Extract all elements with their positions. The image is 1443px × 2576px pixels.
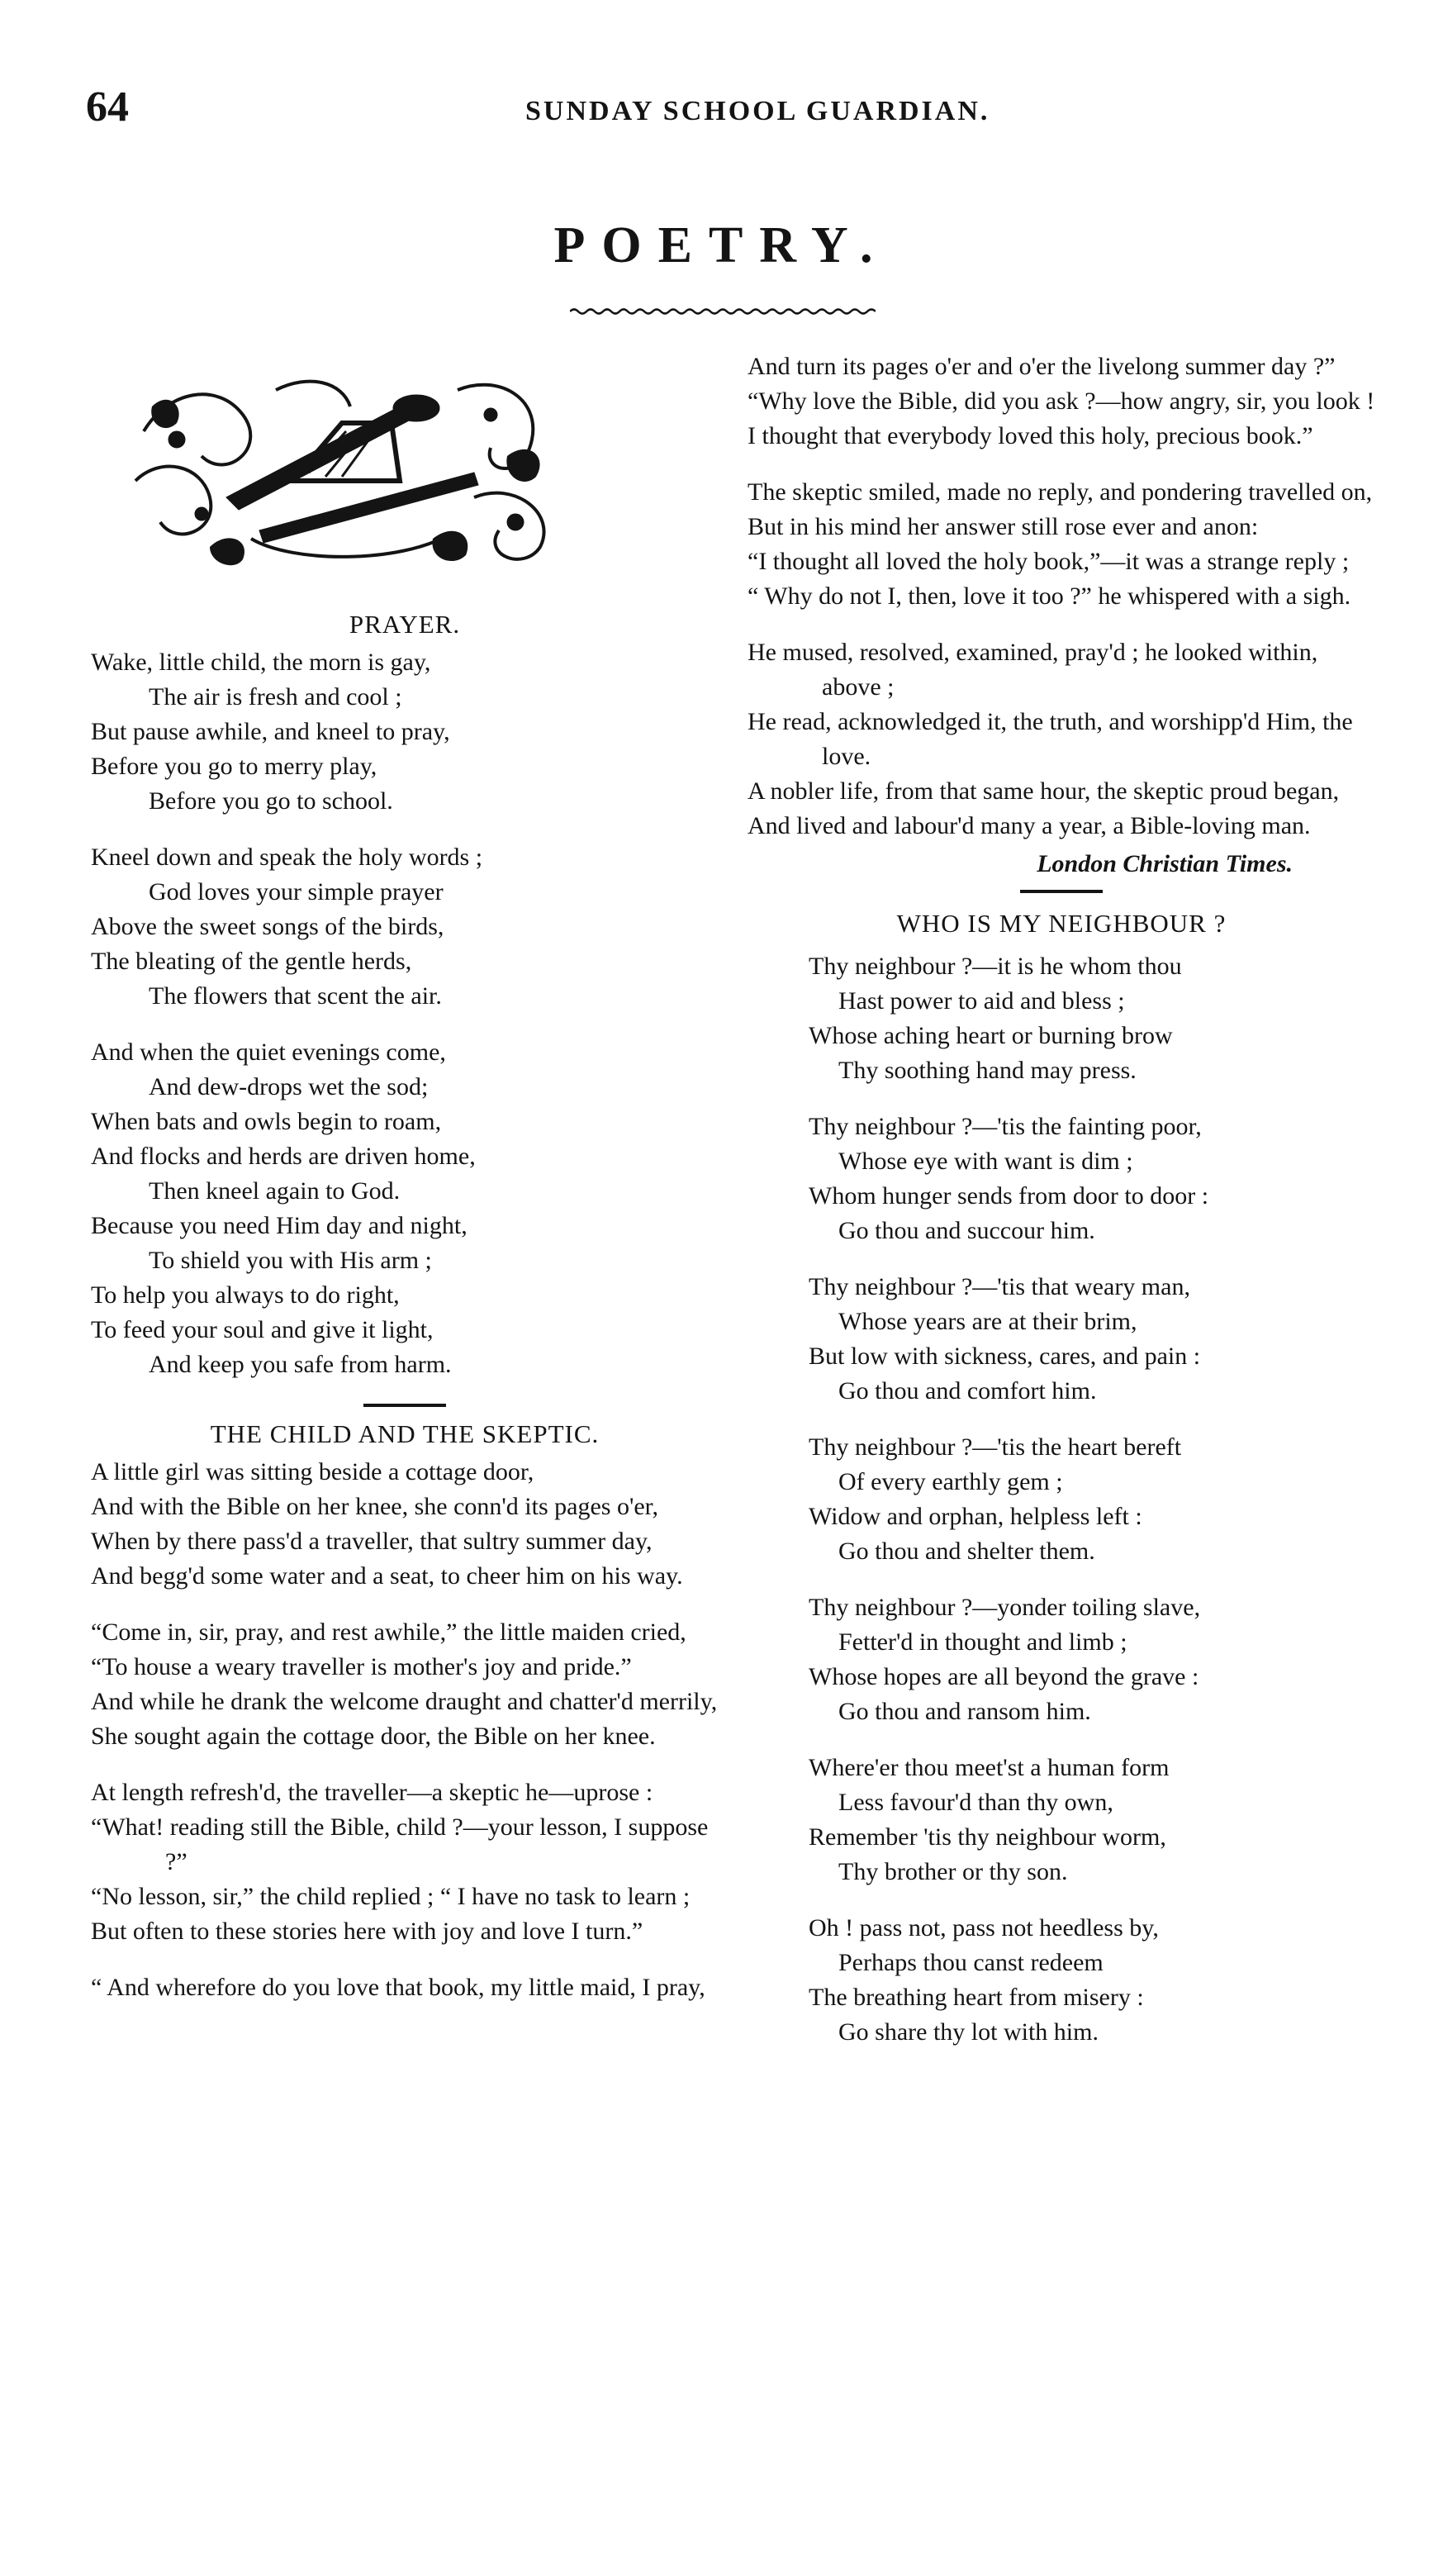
verse-line: I thought that everybody loved this holy, precious book.” — [748, 422, 1313, 449]
verse-line: The skeptic smiled, made no reply, and pondering travelled on, — [748, 478, 1373, 506]
verse-line: Thy soothing hand may press. — [838, 1057, 1137, 1084]
neighbour-stanza-7 — [748, 1911, 1375, 2050]
verse-line: Less favour'd than thy own, — [838, 1789, 1113, 1816]
verse-line: And lived and labour'd many a year, a Bible-loving man. — [748, 812, 1311, 839]
verse-line: “Come in, sir, pray, and rest awhile,” the little maiden cried, — [91, 1618, 686, 1646]
verse-line: The air is fresh and cool ; — [149, 683, 402, 711]
verse-line: The breathing heart from misery : — [809, 1984, 1144, 2011]
verse-line: Go thou and ransom him. — [838, 1698, 1091, 1725]
verse-line: But low with sickness, cares, and pain : — [809, 1343, 1201, 1370]
verse-line: Widow and orphan, helpless left : — [809, 1503, 1142, 1530]
verse-line: “ And wherefore do you love that book, my little maid, I pray, — [91, 1974, 705, 2001]
attribution: London Christian Times. — [1037, 850, 1293, 877]
child-skeptic-para-7 — [748, 635, 1375, 844]
verse-line: And with the Bible on her knee, she conn'd its pages o'er, — [91, 1493, 658, 1520]
verse-line: “No lesson, sir,” the child replied ; “ I have no task to learn ; — [91, 1883, 691, 1910]
running-head: SUNDAY SCHOOL GUARDIAN. — [525, 96, 990, 126]
prayer-stanza-3 — [91, 1035, 719, 1382]
prayer-stanza-1 — [91, 645, 719, 819]
verse-line: And begg'd some water and a seat, to cheer him on his way. — [91, 1562, 683, 1590]
verse-line: Thy neighbour ?—'tis that weary man, — [809, 1273, 1190, 1300]
verse-line: “To house a weary traveller is mother's joy and pride.” — [91, 1653, 632, 1680]
verse-line: Before you go to merry play, — [91, 753, 377, 780]
verse-line: And flocks and herds are driven home, — [91, 1143, 476, 1170]
verse-line: Go thou and comfort him. — [838, 1377, 1097, 1404]
section-divider — [1020, 890, 1103, 893]
verse-line: But often to these stories here with joy and love I turn.” — [91, 1918, 643, 1945]
verse-line: Perhaps thou canst redeem — [838, 1949, 1104, 1976]
child-skeptic-para-3 — [91, 1775, 719, 1949]
verse-line: The bleating of the gentle herds, — [91, 948, 412, 975]
neighbour-stanza-3 — [748, 1270, 1375, 1409]
neighbour-stanza-4 — [748, 1430, 1375, 1569]
verse-line: To shield you with His arm ; — [149, 1247, 432, 1274]
verse-line: Whose eye with want is dim ; — [838, 1148, 1133, 1175]
child-skeptic-para-5 — [748, 349, 1375, 454]
page-number: 64 — [86, 83, 129, 131]
verse-line: And turn its pages o'er and o'er the livelong summer day ?” — [748, 353, 1336, 380]
verse-line: And dew-drops wet the sod; — [149, 1073, 429, 1100]
verse-line: Go thou and shelter them. — [838, 1538, 1095, 1565]
verse-line: Then kneel again to God. — [149, 1177, 401, 1205]
verse-line: Thy neighbour ?—'tis the heart bereft — [809, 1433, 1182, 1461]
verse-line: But pause awhile, and kneel to pray, — [91, 718, 450, 745]
verse-line: And when the quiet evenings come, — [91, 1038, 446, 1066]
poem-title-neighbour: WHO IS MY NEIGHBOUR ? — [896, 909, 1227, 938]
poem-title-child-skeptic: THE CHILD AND THE SKEPTIC. — [210, 1419, 600, 1448]
verse-line: Of every earthly gem ; — [838, 1468, 1063, 1495]
prayer-stanza-2 — [91, 840, 719, 1014]
verse-line: Remember 'tis thy neighbour worm, — [809, 1823, 1166, 1851]
neighbour-stanza-6 — [748, 1751, 1375, 1889]
child-skeptic-para-1 — [91, 1455, 719, 1594]
verse-line: Whose hopes are all beyond the grave : — [809, 1663, 1199, 1690]
verse-line: Wake, little child, the morn is gay, — [91, 649, 431, 676]
wavy-rule — [570, 307, 876, 316]
verse-line: Thy neighbour ?—'tis the fainting poor, — [809, 1113, 1202, 1140]
verse-line: At length refresh'd, the traveller—a skeptic he—uprose : — [91, 1779, 653, 1806]
verse-line: “What! reading still the Bible, child ?—your lesson, I suppose ?” — [91, 1813, 709, 1875]
verse-line: And keep you safe from harm. — [149, 1351, 452, 1378]
verse-line: “I thought all loved the holy book,”—it was a strange reply ; — [748, 548, 1350, 575]
verse-line: Whose aching heart or burning brow — [809, 1022, 1173, 1049]
verse-line: A little girl was sitting beside a cottage door, — [91, 1458, 534, 1485]
right-column — [748, 349, 1375, 2071]
verse-line: To help you always to do right, — [91, 1281, 400, 1309]
verse-line: A nobler life, from that same hour, the skeptic proud began, — [748, 777, 1340, 805]
verse-line: When bats and owls begin to roam, — [91, 1108, 442, 1135]
verse-line: He mused, resolved, examined, pray'd ; he looked within, above ; — [748, 639, 1318, 701]
verse-line: But in his mind her answer still rose ever and anon: — [748, 513, 1259, 540]
neighbour-stanza-1 — [748, 949, 1375, 1088]
verse-line: “Why love the Bible, did you ask ?—how angry, sir, you look ! — [748, 387, 1375, 415]
verse-line: Where'er thou meet'st a human form — [809, 1754, 1170, 1781]
verse-line: The flowers that scent the air. — [149, 982, 442, 1010]
verse-line: God loves your simple prayer — [149, 878, 444, 905]
verse-line: Fetter'd in thought and limb ; — [838, 1628, 1127, 1656]
child-skeptic-para-2 — [91, 1615, 719, 1754]
verse-line: To feed your soul and give it light, — [91, 1316, 434, 1343]
verse-line: Hast power to aid and bless ; — [838, 987, 1125, 1015]
verse-line: Before you go to school. — [149, 787, 393, 815]
verse-line: He read, acknowledged it, the truth, and worshipp'd Him, the love. — [748, 708, 1353, 770]
verse-line: Go share thy lot with him. — [838, 2018, 1099, 2046]
verse-line: Go thou and succour him. — [838, 1217, 1095, 1244]
verse-line: Because you need Him day and night, — [91, 1212, 468, 1239]
verse-line: When by there pass'd a traveller, that sultry summer day, — [91, 1528, 653, 1555]
ornament-illustration — [127, 357, 565, 572]
verse-line: Whose years are at their brim, — [838, 1308, 1137, 1335]
left-column — [91, 607, 719, 2027]
verse-line: Thy neighbour ?—yonder toiling slave, — [809, 1594, 1201, 1621]
poem-title-prayer: PRAYER. — [349, 610, 461, 639]
neighbour-stanza-2 — [748, 1110, 1375, 1248]
neighbour-stanza-5 — [748, 1590, 1375, 1729]
verse-line: Thy brother or thy son. — [838, 1858, 1068, 1885]
verse-line: And while he drank the welcome draught and chatter'd merrily, — [91, 1688, 718, 1715]
verse-line: Whom hunger sends from door to door : — [809, 1182, 1209, 1210]
verse-line: “ Why do not I, then, love it too ?” he whispered with a sigh. — [748, 582, 1351, 610]
verse-line: Oh ! pass not, pass not heedless by, — [809, 1914, 1159, 1942]
verse-line: She sought again the cottage door, the Bible on her knee. — [91, 1723, 656, 1750]
verse-line: Kneel down and speak the holy words ; — [91, 844, 483, 871]
verse-line: Thy neighbour ?—it is he whom thou — [809, 953, 1182, 980]
verse-line: Above the sweet songs of the birds, — [91, 913, 444, 940]
page-title: POETRY. — [553, 217, 890, 273]
child-skeptic-para-4 — [91, 1970, 719, 2005]
section-divider — [363, 1404, 446, 1407]
child-skeptic-para-6 — [748, 475, 1375, 614]
